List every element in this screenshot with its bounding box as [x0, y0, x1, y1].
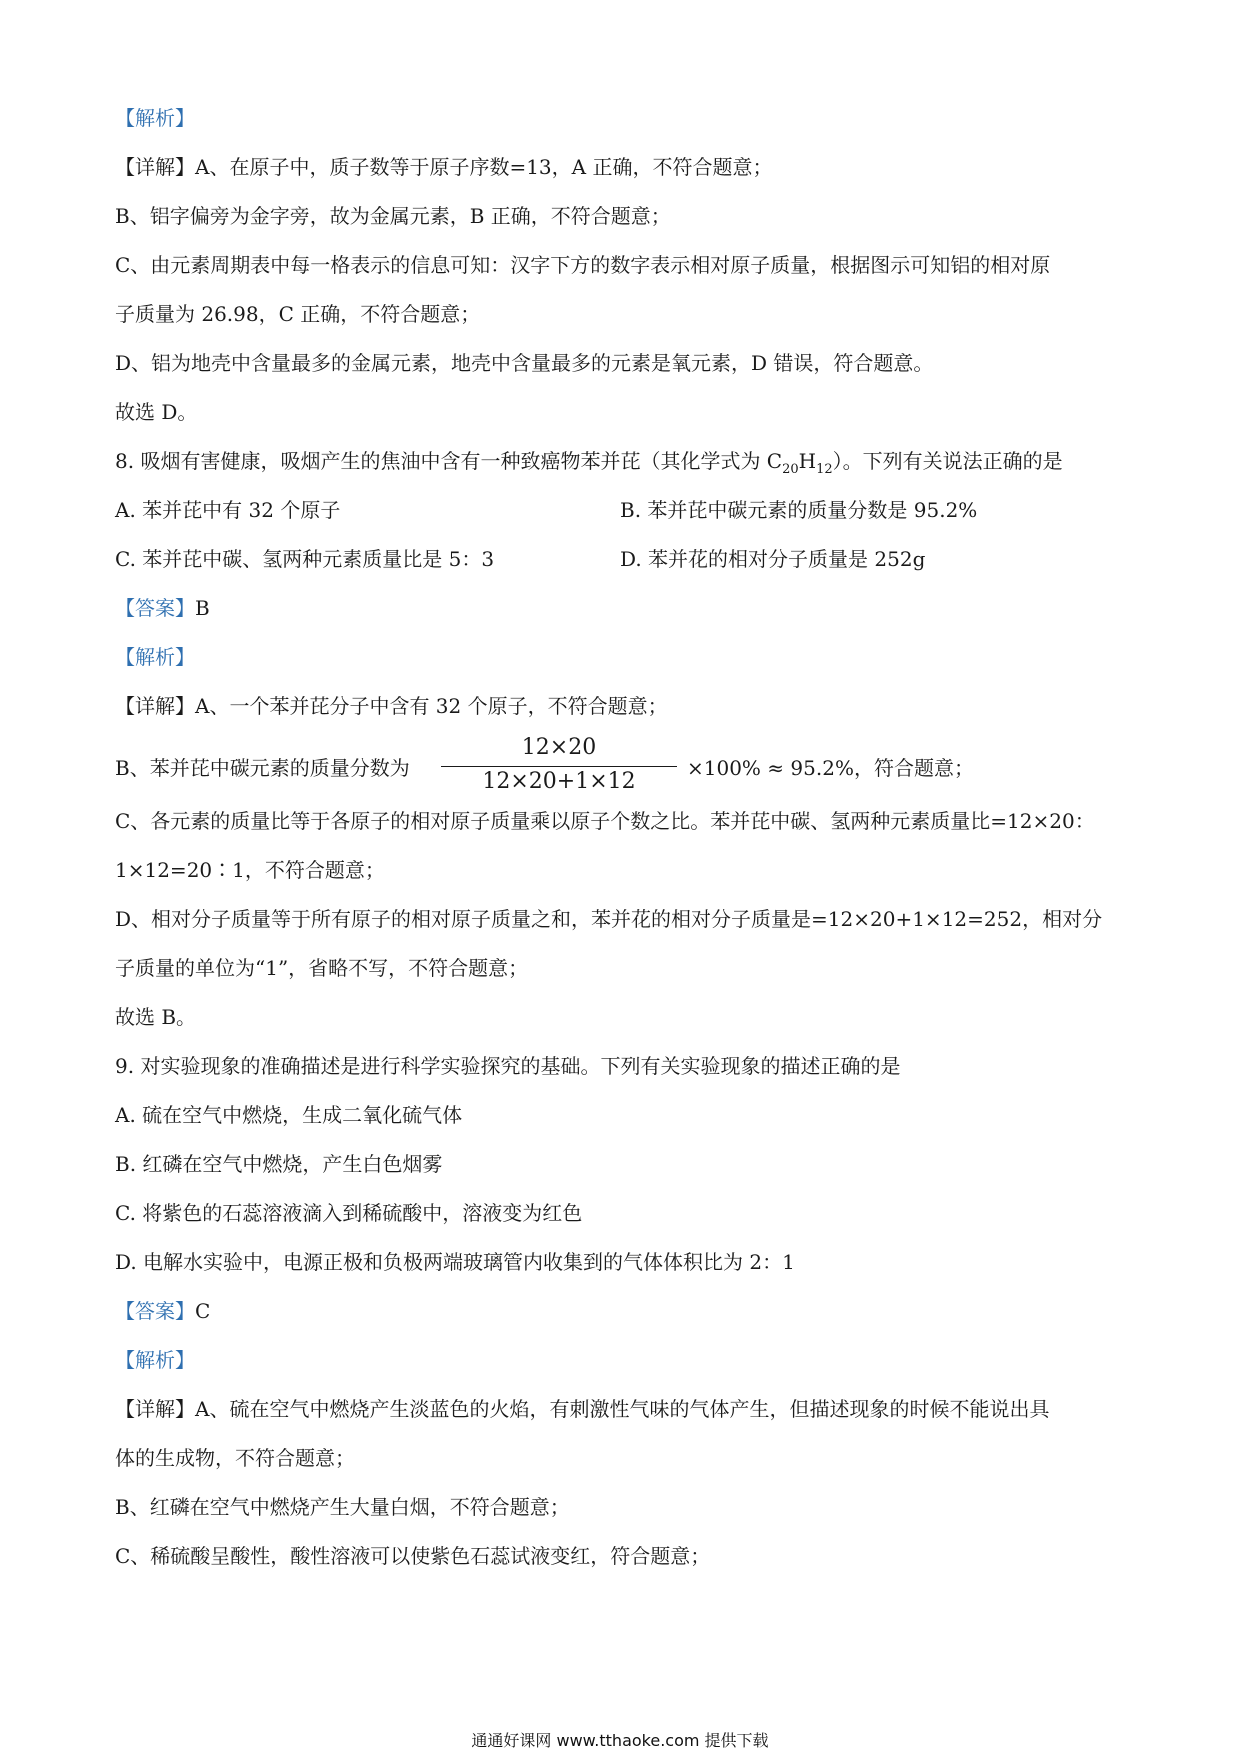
choice-text: 故选 D。 — [115, 400, 198, 424]
q8-stem-post: ）。下列有关说法正确的是 — [832, 449, 1063, 473]
q8-detail-a-text: A、一个苯并芘分子中含有 32 个原子，不符合题意； — [195, 694, 668, 718]
q8-sub-hydrogen: 12 — [816, 462, 833, 477]
q9-detail-b: B、红磷在空气中燃烧产生大量白烟，不符合题意； — [115, 1495, 570, 1519]
q9-detail-a-line2: 体的生成物，不符合题意； — [115, 1446, 355, 1470]
q9-answer — [115, 1298, 210, 1324]
q9-stem: 9. 对实验现象的准确描述是进行科学实验探究的基础。下列有关实验现象的描述正确的是 — [115, 1054, 901, 1078]
detail-tag: 【详解】 — [115, 1397, 195, 1421]
q8-option-b: B. 苯并芘中碳元素的质量分数是 95.2% — [620, 498, 978, 522]
q8-answer — [115, 595, 210, 621]
q9-detail-a-text: A、硫在空气中燃烧产生淡蓝色的火焰，有刺激性气味的气体产生，但描述现象的时候不能说出具 — [195, 1397, 1050, 1421]
analysis-tag: 【解析】 — [115, 645, 195, 669]
fraction-bar — [441, 766, 677, 767]
analysis-tag: 【解析】 — [115, 1348, 195, 1372]
fraction-numerator: 12×20 — [521, 735, 597, 760]
q8-detail-c-line1: C、各元素的质量比等于各原子的相对原子质量乘以原子个数之比。苯并芘中碳、氢两种元素质量比=12×20： — [115, 809, 1095, 833]
q8-detail-d-line1: D、相对分子质量等于所有原子的相对原子质量之和，苯并花的相对分子质量是=12×20+1×12=252，相对分 — [115, 907, 1103, 931]
detail-a — [115, 154, 772, 180]
detail-tag: 【详解】 — [115, 694, 195, 718]
page-footer: 通通好课网 www.tthaoke.com 提供下载 — [471, 1731, 769, 1750]
answer-value: C — [195, 1299, 211, 1323]
q9-option-d: D. 电解水实验中，电源正极和负极两端玻璃管内收集到的气体体积比为 2：1 — [115, 1250, 795, 1274]
detail-c-line2: 子质量为 26.98，C 正确，不符合题意； — [115, 302, 481, 326]
mass-fraction-formula — [435, 735, 683, 795]
q8-option-a: A. 苯并芘中有 32 个原子 — [115, 498, 341, 522]
q9-option-a: A. 硫在空气中燃烧，生成二氧化硫气体 — [115, 1103, 463, 1127]
q8-stem-pre: 8. 吸烟有害健康，吸烟产生的焦油中含有一种致癌物苯并芘（其化学式为 C — [115, 449, 783, 473]
answer-value: B — [195, 596, 210, 620]
q9-option-b: B. 红磷在空气中燃烧，产生白色烟雾 — [115, 1152, 443, 1176]
q9-option-c: C. 将紫色的石蕊溶液滴入到稀硫酸中，溶液变为红色 — [115, 1201, 583, 1225]
answer-tag: 【答案】 — [115, 1299, 195, 1323]
q8-option-row-1 — [115, 497, 340, 523]
analysis-tag: 【解析】 — [115, 106, 195, 130]
q8-option-d: D. 苯并花的相对分子质量是 252g — [620, 547, 926, 571]
fraction-denominator: 12×20+1×12 — [482, 769, 636, 794]
q9-detail-c: C、稀硫酸呈酸性，酸性溶液可以使紫色石蕊试液变红，符合题意； — [115, 1544, 711, 1568]
q8-sub-carbon: 20 — [782, 462, 799, 477]
q8-detail-c-line2: 1×12=20∶1，不符合题意； — [115, 858, 385, 882]
detail-d: D、铝为地壳中含量最多的金属元素，地壳中含量最多的元素是氧元素，D 错误，符合题意。 — [115, 351, 934, 375]
q8-detail-a — [115, 693, 668, 719]
q8-stem-mid: H — [798, 449, 817, 473]
detail-tag: 【详解】 — [115, 155, 195, 179]
detail-c-line1: C、由元素周期表中每一格表示的信息可知：汉字下方的数字表示相对原子质量，根据图示可知铝的相对原 — [115, 253, 1051, 277]
detail-a-text: A、在原子中，质子数等于原子序数=13，A 正确，不符合题意； — [195, 155, 773, 179]
q8-option-c: C. 苯并芘中碳、氢两种元素质量比是 5：3 — [115, 547, 495, 571]
detail-b: B、铝字偏旁为金字旁，故为金属元素，B 正确，不符合题意； — [115, 204, 671, 228]
q8-detail-d-line2: 子质量的单位为“1”，省略不写，不符合题意； — [115, 956, 529, 980]
q8-stem — [115, 448, 1063, 483]
q8-detail-b-pre: B、苯并芘中碳元素的质量分数为 — [115, 756, 410, 780]
q8-detail-b-post: ×100% ≈ 95.2%，符合题意； — [687, 756, 974, 780]
q9-detail-a-line1 — [115, 1396, 1049, 1422]
answer-tag: 【答案】 — [115, 596, 195, 620]
q8-choice: 故选 B。 — [115, 1005, 197, 1029]
